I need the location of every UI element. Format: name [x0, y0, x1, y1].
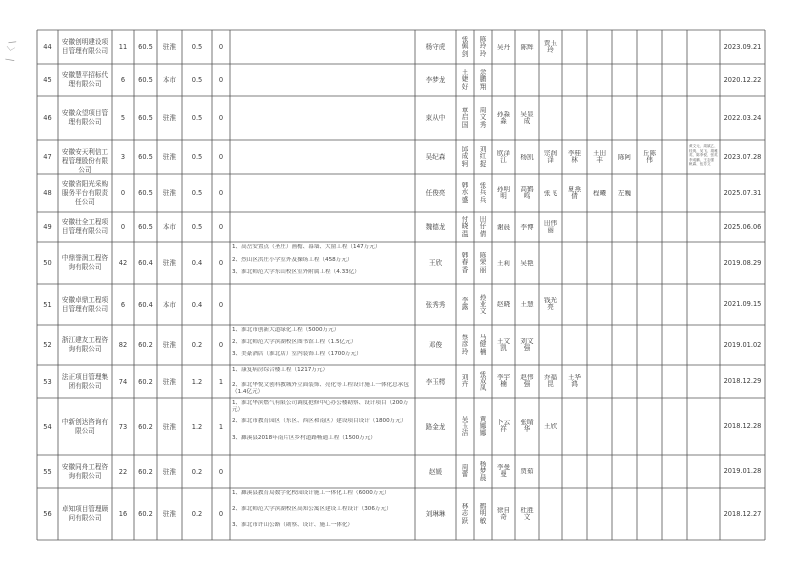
registration-date: 2025.06.06	[723, 222, 762, 231]
staff-member: 王欣	[543, 423, 558, 430]
bid-count: 5	[120, 114, 126, 122]
project-item: 2、淮北师范大学滨湖校区图书馆工程（1.5亿元）	[232, 339, 357, 345]
project-item: 1、康复病房综合楼工程（1217万元）	[232, 367, 329, 373]
staff-member: 马健楠	[479, 334, 487, 356]
extra-staff-member: 王华鸿	[567, 374, 582, 389]
staff-member: 刘卉	[461, 374, 469, 389]
row-number: 48	[43, 189, 52, 197]
company-name: 安徽省阳光采购服务平台有限责任公司	[61, 179, 109, 206]
company-name: 法正项目管理集团有限公司	[61, 372, 109, 390]
staff-member: 杨凯	[520, 153, 534, 161]
company-name: 中鼎誉润工程咨询有限公司	[61, 254, 109, 271]
staff-member: 乔福昆	[543, 374, 558, 389]
legal-representative: 吴纪森	[425, 153, 446, 161]
row-number: 44	[43, 43, 52, 51]
staff-member: 孙亚文	[479, 293, 487, 316]
location: 本市	[162, 76, 177, 84]
staff-member: 韩春香	[461, 252, 469, 274]
staff-member: 王文凯	[496, 337, 511, 352]
points-b: 0	[218, 43, 224, 51]
points-a: 0.4	[191, 300, 203, 309]
legal-representative: 束从中	[425, 114, 446, 122]
staff-member: 张晴华	[520, 419, 534, 434]
staff-member: 钱光亮	[543, 297, 558, 312]
legal-representative: 路金龙	[425, 422, 446, 431]
project-item: 1、淮北华滨燃气有限公司调度抢修中心办公楼勘察、设计项目（200万元）	[232, 400, 409, 414]
extra-staff-member: 李桂林	[567, 149, 582, 164]
location: 本市	[162, 223, 177, 231]
row-number: 52	[43, 341, 52, 349]
registration-date: 2025.07.31	[723, 188, 762, 197]
legal-representative: 魏德龙	[425, 223, 446, 231]
total-score: 60.5	[138, 223, 153, 231]
bid-count: 6	[120, 300, 126, 309]
total-score: 60.5	[138, 189, 153, 197]
registration-date: 2018.12.29	[723, 377, 762, 385]
project-item: 1、淮北市创新大道绿化工程（5000万元）	[232, 327, 340, 333]
points-b: 0	[218, 76, 224, 84]
staff-member: 贾茹	[520, 468, 534, 475]
staff-member: 张飞	[543, 189, 558, 197]
extra-staff-member: 王田丰	[592, 149, 607, 164]
points-a: 0.5	[191, 153, 203, 161]
total-score: 60.2	[138, 467, 153, 476]
total-score: 60.2	[138, 510, 153, 518]
points-b: 0	[218, 114, 224, 122]
staff-member: 杨梦晨	[479, 460, 487, 483]
staff-member: 章启国	[461, 107, 469, 129]
total-score: 60.2	[138, 377, 153, 386]
staff-member: 贾玉玲	[543, 39, 558, 54]
staff-member: 陈玲玲	[479, 36, 487, 58]
row-number: 51	[43, 300, 52, 309]
legal-representative: 张秀秀	[425, 300, 446, 309]
points-a: 0.5	[191, 43, 203, 51]
staff-member: 陈荣丽	[479, 252, 487, 274]
location: 驻淮	[162, 377, 177, 386]
project-item: 3、濉溪县2018年南片区乡村道路畅通工程（1500万元）	[232, 435, 376, 442]
staff-member: 田仔倩	[479, 216, 487, 238]
location: 驻淮	[162, 189, 177, 197]
registration-date: 2019.08.29	[723, 258, 762, 267]
staff-member: 周文秀	[479, 107, 487, 129]
row-number: 53	[43, 377, 52, 386]
project-item: 2、淮北市教育园区（东区、西区和南区）建设项目设计（1800万元）	[232, 417, 407, 424]
staff-member: 张佩剑	[461, 36, 469, 58]
project-item: 3、美豪酒店（淮北店）室内装饰工程（1700万元）	[232, 351, 362, 357]
points-a: 0.5	[191, 189, 203, 197]
staff-member: 林志跃	[461, 503, 469, 525]
legal-representative: 李玉樗	[425, 377, 446, 386]
project-item: 2、烈山区洪庄小学室外及操场工程（458万元）	[232, 256, 353, 263]
bid-count: 11	[118, 43, 128, 51]
total-score: 60.4	[138, 300, 153, 309]
project-item: 1、高岳安置点（圣庄）画檐、幕墙、大窗工程（147万元）	[232, 244, 381, 250]
company-name: 中新创达咨询有限公司	[61, 417, 109, 435]
points-a: 0.5	[191, 76, 203, 84]
staff-member: 卜云祥	[496, 419, 511, 434]
company-name: 卓知项目管理顾问有限公司	[61, 505, 109, 522]
row-number: 47	[43, 153, 52, 161]
project-item: 3、淮北师范大学东山校区室外附属工程（4.33亿）	[232, 269, 360, 276]
company-name: 安徽安天利信工程管理股份有限公司	[61, 148, 109, 174]
staff-member: 赵晓	[496, 301, 511, 308]
extra-staff-member: 丘陈伟	[642, 149, 657, 164]
points-b: 0	[218, 300, 224, 309]
staff-member: 张双凤	[479, 370, 487, 393]
registration-date: 2020.12.22	[723, 75, 762, 84]
row-number: 55	[43, 467, 52, 476]
staff-member: 邱成轲	[461, 146, 469, 168]
registration-date: 2018.12.27	[723, 509, 762, 518]
staff-member: 王莉	[496, 259, 511, 267]
legal-representative: 任俊亮	[425, 189, 446, 197]
location: 驻淮	[162, 259, 177, 267]
staff-member: 刘文强	[520, 337, 534, 352]
bid-count: 6	[120, 76, 126, 84]
company-name: 安徽众望项目管理有限公司	[61, 109, 109, 126]
company-name: 安徽同舟工程咨询有限公司	[61, 462, 109, 480]
staff-member: 黄娜娜	[479, 415, 487, 438]
row-number: 50	[43, 259, 52, 267]
location: 驻淮	[162, 114, 177, 122]
total-score: 60.5	[138, 114, 153, 122]
total-score: 60.2	[138, 422, 153, 431]
total-score: 60.2	[138, 341, 153, 349]
company-name: 安徽慧平招标代理有限公司	[61, 71, 109, 88]
row-number: 46	[43, 114, 52, 122]
location: 本市	[162, 300, 177, 309]
staff-member: 李曼曼	[496, 464, 511, 479]
legal-representative: 杨守虎	[425, 43, 446, 51]
staff-member: 孙淼淼	[496, 110, 511, 125]
bid-count: 16	[118, 510, 128, 518]
registration-date: 2023.09.21	[723, 42, 762, 51]
bid-count: 82	[118, 341, 128, 349]
staff-member: 高鹤鸣	[520, 185, 534, 200]
extra-staff-member: 左巍	[617, 189, 632, 197]
row-number: 54	[43, 422, 52, 431]
registration-date: 2019.01.28	[723, 467, 762, 475]
staff-member: 谢晨	[496, 223, 511, 231]
staff-member: 付晓温	[461, 216, 469, 238]
staff-member: 李博	[520, 223, 534, 231]
staff-member: 田伟丽	[543, 219, 558, 234]
points-a: 0.5	[191, 223, 203, 231]
points-b: 0	[218, 341, 224, 349]
points-a: 0.5	[191, 114, 203, 122]
staff-member: 余鹏翔	[479, 69, 487, 91]
legal-representative: 刘琳琳	[425, 510, 446, 518]
staff-member: 李露	[461, 297, 469, 312]
registration-date: 2021.09.15	[723, 300, 762, 308]
staff-member: 孙明明	[496, 185, 511, 200]
location: 驻淮	[162, 153, 177, 161]
bid-count: 22	[118, 467, 128, 476]
location: 驻淮	[162, 422, 177, 431]
company-name: 安徽卓鼎工程项目管理有限公司	[61, 295, 109, 313]
legal-representative: 邓俊	[428, 341, 443, 349]
registration-date: 2023.07.28	[723, 152, 762, 161]
location: 驻淮	[162, 43, 177, 51]
points-a: 0.2	[191, 510, 203, 518]
total-score: 60.5	[138, 153, 153, 161]
registration-date: 2022.03.24	[723, 113, 762, 122]
row-number: 56	[43, 510, 52, 518]
staff-member: 宗润泽	[543, 149, 558, 164]
legal-representative: 李梦龙	[425, 76, 446, 84]
staff-member: 陈辉	[520, 43, 534, 51]
bid-count: 0	[120, 189, 126, 197]
points-b: 1	[218, 377, 224, 386]
project-item: 2、淮北师范大学滨湖校区高知公寓区建设工程设计（306万元）	[232, 506, 392, 512]
staff-member: 赵伟强	[520, 374, 534, 389]
points-b: 1	[218, 422, 224, 431]
points-b: 0	[218, 223, 224, 231]
points-a: 0.2	[191, 341, 203, 349]
total-score: 60.4	[138, 259, 153, 267]
points-a: 1.2	[191, 377, 203, 386]
points-b: 0	[218, 153, 224, 161]
staff-member: 杜胜文	[520, 506, 534, 521]
company-name: 安徽创明建设项目管理有限公司	[61, 38, 109, 55]
scan-edge-marks: | 〈 \	[4, 40, 19, 63]
bid-count: 0	[120, 223, 126, 231]
registration-date: 2019.01.02	[723, 340, 762, 349]
location: 驻淮	[162, 510, 177, 518]
staff-member: 王慧	[520, 301, 534, 308]
staff-member: 吴显成	[520, 110, 534, 125]
project-item: 2、淮北华悦文创科教城外立面装饰、亮化等工程设计施工一体化总承包（1.4亿元）	[232, 381, 409, 395]
staff-member: 王婕好	[461, 69, 469, 91]
staff-member: 刘红捉	[479, 146, 487, 168]
location: 驻淮	[162, 467, 177, 476]
bid-count: 42	[118, 259, 128, 267]
staff-member: 李宇楠	[496, 374, 511, 389]
staff-member: 韩水盛	[461, 182, 469, 204]
total-score: 60.5	[138, 76, 153, 84]
legal-representative: 赵媛	[428, 467, 443, 476]
bid-count: 74	[118, 377, 128, 386]
project-item: 3、淮北市许山公路（勘察、设计、施工一体化）	[232, 522, 354, 528]
points-b: 0	[218, 189, 224, 197]
points-a: 0.4	[191, 259, 203, 267]
total-score: 60.5	[138, 43, 153, 51]
company-name: 浙江建友工程咨询有限公司	[61, 336, 109, 353]
points-b: 0	[218, 467, 224, 476]
staff-member: 蔡彦玲	[461, 334, 469, 356]
bid-count: 3	[120, 153, 126, 161]
extra-staff-member: 程曦	[592, 189, 607, 197]
remark-note: 黄文元、周斌乙、桂爽、吴飞、胡雅英、陈李悦、张英 李成鹏、王志强 帆霖、伍芳文	[689, 144, 718, 167]
points-a: 0.2	[191, 467, 203, 476]
staff-member: 鹤明敏	[479, 503, 487, 525]
bid-count: 73	[118, 422, 128, 431]
registration-date: 2018.12.28	[723, 422, 762, 430]
extra-staff-member: 夏燕倩	[567, 185, 582, 200]
legal-representative: 王欣	[428, 259, 443, 267]
points-a: 1.2	[191, 422, 203, 431]
company-name: 安徽壮全工程项目管理有限公司	[61, 218, 109, 235]
extra-staff-member: 陈阿	[617, 153, 632, 161]
row-number: 45	[43, 76, 52, 84]
row-number: 49	[43, 223, 52, 231]
project-item: 1、濉溪县教育局数字化校园设计施工一体化工程（6000万元）	[232, 490, 390, 496]
staff-member: 周蕾	[461, 464, 469, 479]
staff-member: 徐自奇	[496, 506, 511, 521]
staff-member: 张兵兵	[479, 182, 487, 204]
points-b: 0	[218, 259, 224, 267]
points-b: 0	[218, 510, 224, 518]
staff-member: 欧泽江	[496, 149, 511, 164]
staff-member: 吴丹	[496, 43, 511, 51]
staff-member: 吴玉洁	[461, 415, 469, 438]
staff-member: 吴艳	[520, 259, 534, 267]
location: 驻淮	[162, 341, 177, 349]
